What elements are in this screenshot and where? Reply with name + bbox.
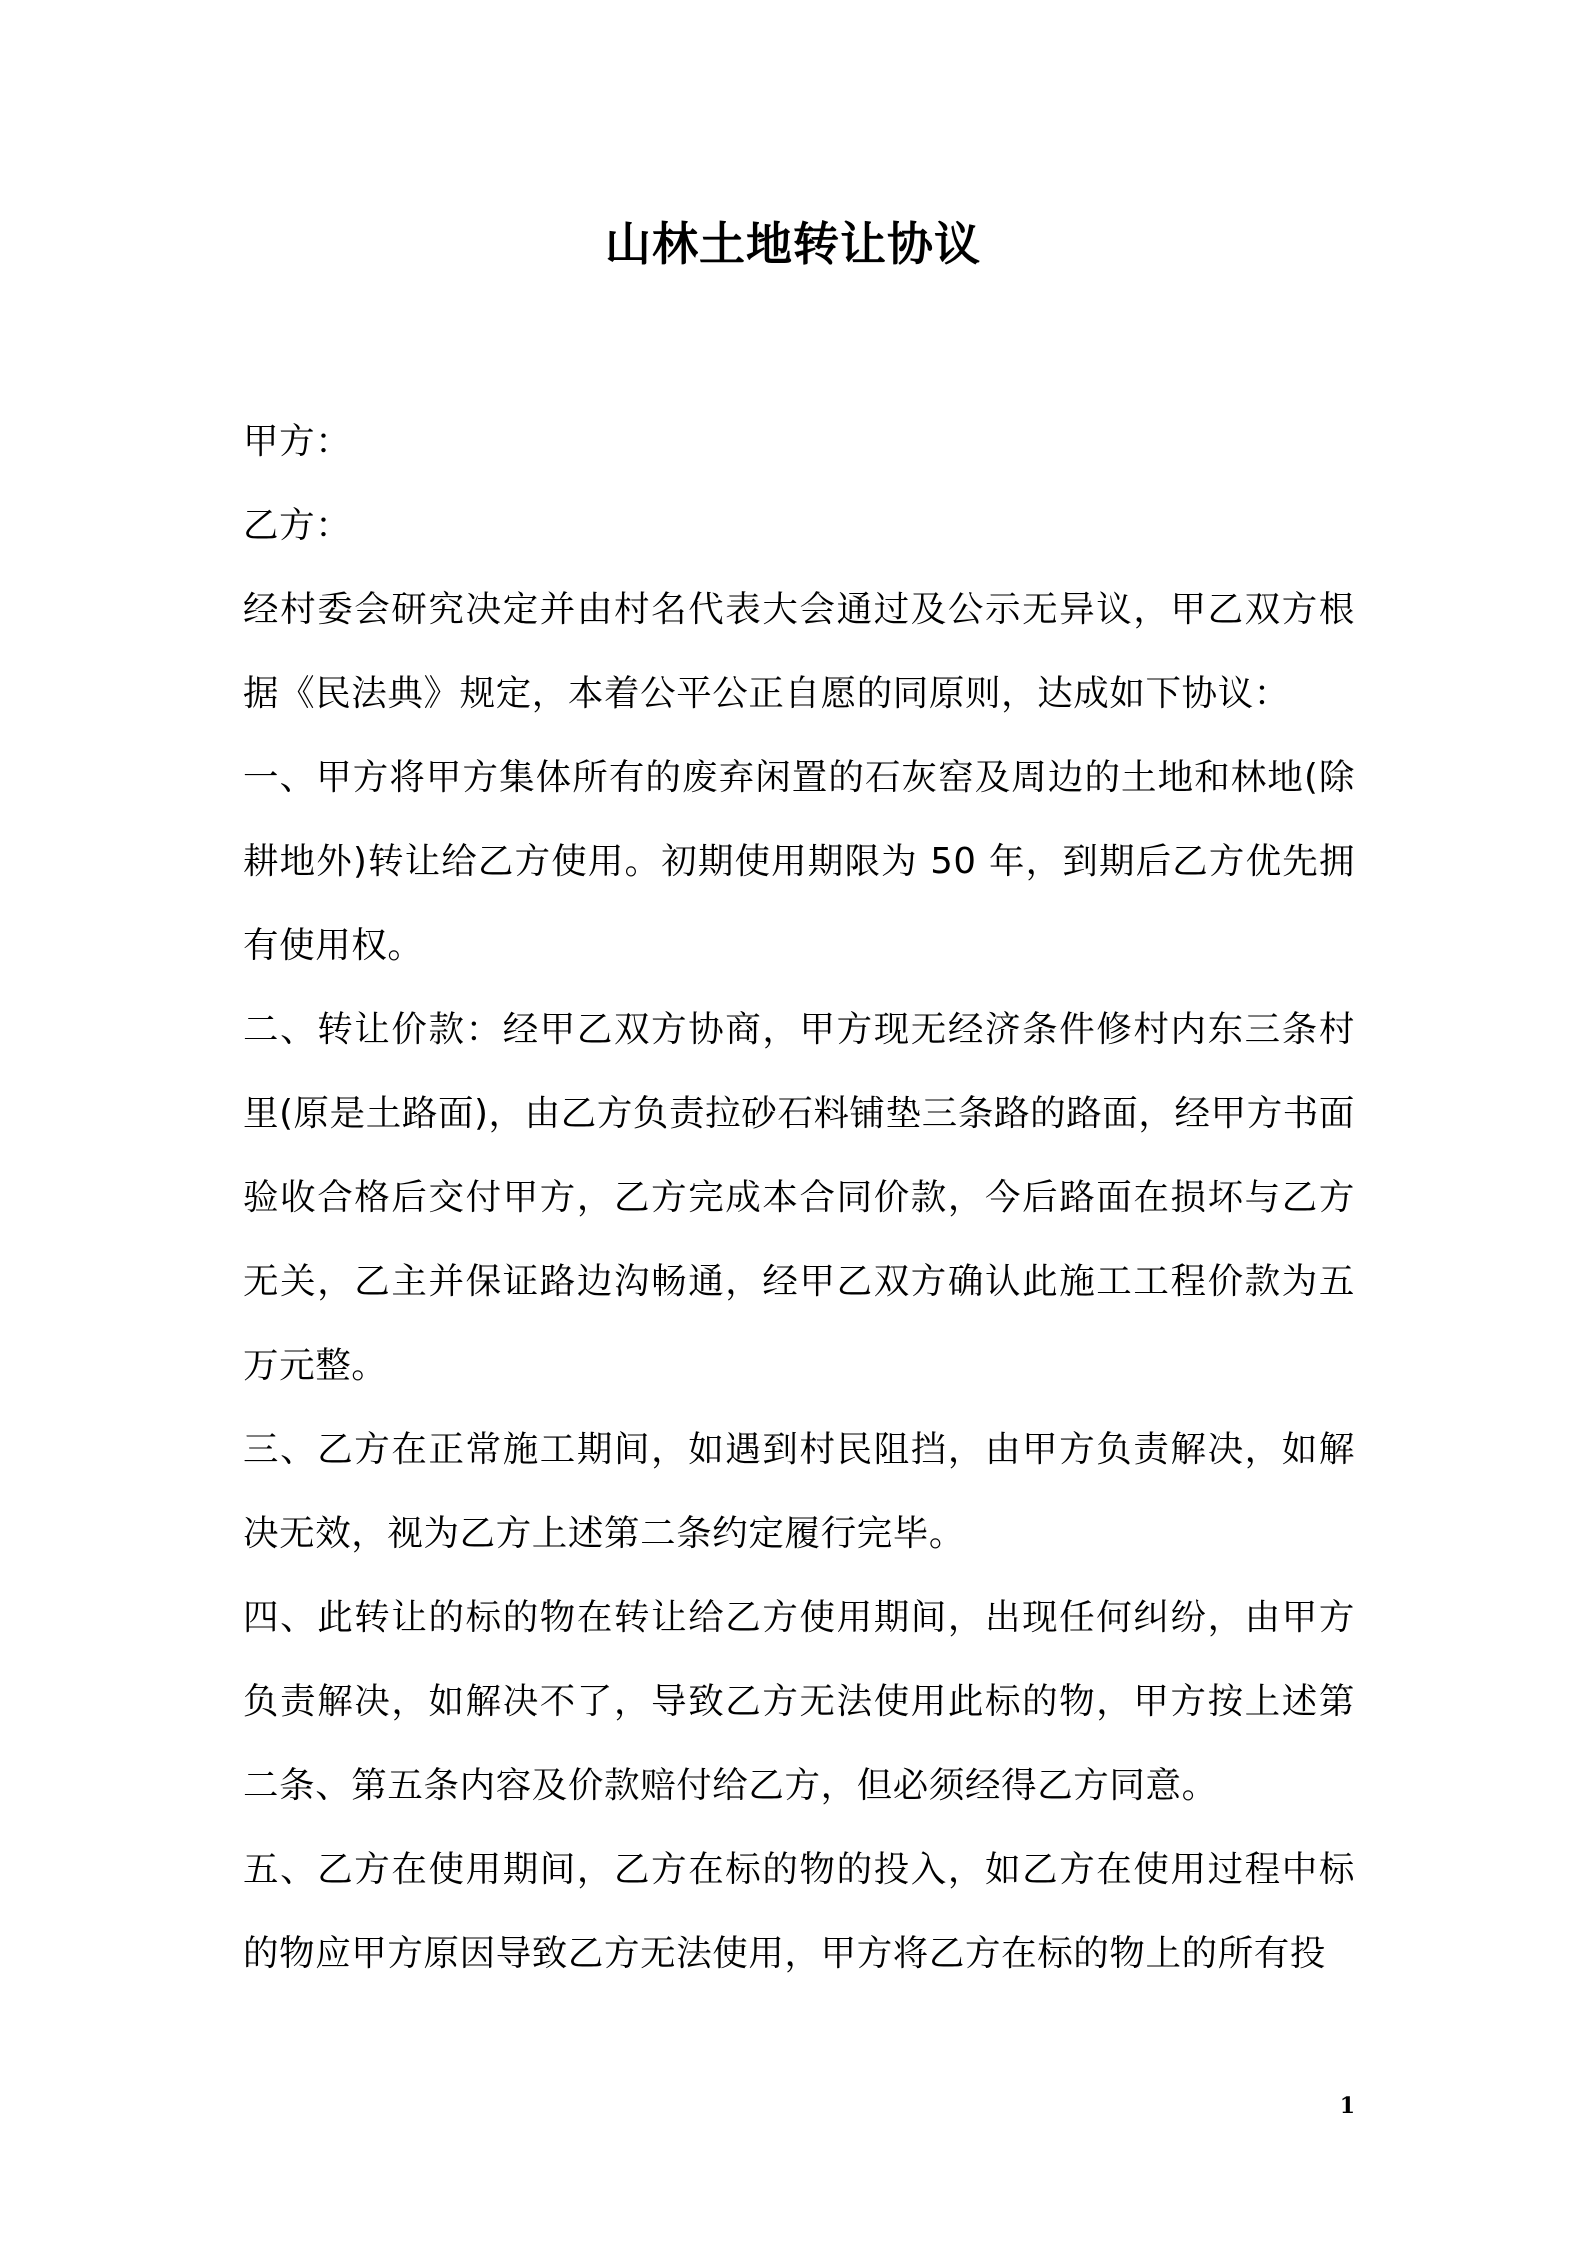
party-b-line: 乙方： xyxy=(243,505,352,546)
document-title: 山林土地转让协议 xyxy=(605,217,981,271)
paragraph-clause-2: 二、转让价款：经甲乙双方协商，甲方现无经济条件修村内东三条村里(原是土路面)，由乙方负责拉砂石料铺垫三条路的路面，经甲方书面验收合格后交付甲方，乙方完成本合同价款，今后路面在损坏与乙方无关，乙主并保证路边沟畅通，经甲乙双方确认此施工工程价款为五万元整。 xyxy=(243,1009,1355,1386)
paragraph-preamble: 经村委会研究决定并由村名代表大会通过及公示无异议，甲乙双方根据《民法典》规定，本着公平公正自愿的同原则，达成如下协议： xyxy=(243,589,1355,714)
party-a-line: 甲方： xyxy=(243,421,352,462)
paragraph-clause-3: 三、乙方在正常施工期间，如遇到村民阻挡，由甲方负责解决，如解决无效，视为乙方上述第二条约定履行完毕。 xyxy=(243,1429,1355,1554)
paragraph-clause-5: 五、乙方在使用期间，乙方在标的物的投入，如乙方在使用过程中标的物应甲方原因导致乙方无法使用，甲方将乙方在标的物上的所有投 xyxy=(243,1849,1355,1974)
page-number: 1 xyxy=(1339,2093,1355,2119)
document-body xyxy=(243,400,1355,1996)
paragraph-clause-1: 一、甲方将甲方集体所有的废弃闲置的石灰窑及周边的土地和林地(除耕地外)转让给乙方使用。初期使用期限为 50 年，到期后乙方优先拥有使用权。 xyxy=(243,757,1355,966)
paragraph-clause-4: 四、此转让的标的物在转让给乙方使用期间，出现任何纠纷，由甲方负责解决，如解决不了，导致乙方无法使用此标的物，甲方按上述第二条、第五条内容及价款赔付给乙方，但必须经得乙方同意。 xyxy=(243,1597,1355,1806)
